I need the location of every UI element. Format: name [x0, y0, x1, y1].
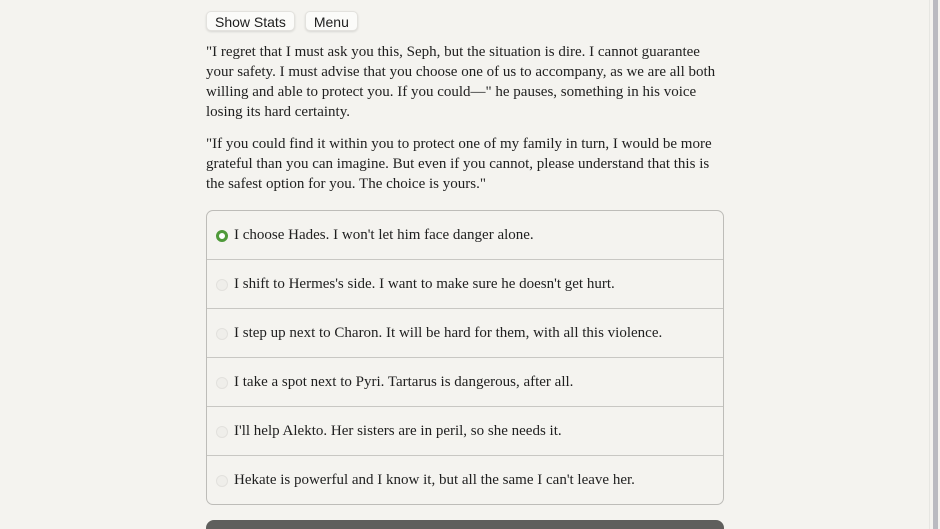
- choice-label: I step up next to Charon. It will be hard for them, with all this violence.: [234, 325, 663, 341]
- show-stats-button[interactable]: Show Stats: [206, 11, 295, 31]
- choice-label: I take a spot next to Pyri. Tartarus is dangerous, after all.: [234, 374, 574, 390]
- radio-unselected-icon[interactable]: [216, 328, 228, 340]
- story-paragraph: "If you could find it within you to protect one of my family in turn, I would be more grateful than you can imagine. But even if you cannot, please understand that this is the safest option for you. The choice is yours.": [206, 136, 712, 192]
- story-text: [206, 42, 730, 206]
- choice-option-hades[interactable]: [207, 211, 723, 259]
- radio-unselected-icon[interactable]: [216, 475, 228, 487]
- choice-option-alekto[interactable]: [207, 406, 723, 455]
- choice-label: Hekate is powerful and I know it, but all the same I can't leave her.: [234, 472, 635, 488]
- choice-option-hermes[interactable]: [207, 259, 723, 308]
- radio-unselected-icon[interactable]: [216, 426, 228, 438]
- choice-option-hekate[interactable]: [207, 455, 723, 504]
- scrollbar-thumb[interactable]: [933, 0, 938, 529]
- radio-unselected-icon[interactable]: [216, 377, 228, 389]
- choice-label: I'll help Alekto. Her sisters are in peril, so she needs it.: [234, 423, 562, 439]
- scrollbar[interactable]: [929, 0, 940, 529]
- choice-label: I choose Hades. I won't let him face danger alone.: [234, 227, 534, 243]
- choice-label: I shift to Hermes's side. I want to make sure he doesn't get hurt.: [234, 276, 615, 292]
- radio-selected-icon[interactable]: [216, 230, 228, 242]
- next-button[interactable]: [206, 520, 724, 529]
- menu-button[interactable]: Menu: [305, 11, 358, 31]
- radio-unselected-icon[interactable]: [216, 279, 228, 291]
- choice-option-charon[interactable]: [207, 308, 723, 357]
- choice-list: [206, 210, 724, 505]
- story-paragraph: "I regret that I must ask you this, Seph, but the situation is dire. I cannot guarantee your safety. I must advise that you choose one of us to accompany, as we are all both willing and able to protect you. If you could—" he pauses, something in his voice losing its hard certainty.: [206, 44, 716, 120]
- choice-option-pyri[interactable]: [207, 357, 723, 406]
- top-toolbar: [206, 11, 358, 31]
